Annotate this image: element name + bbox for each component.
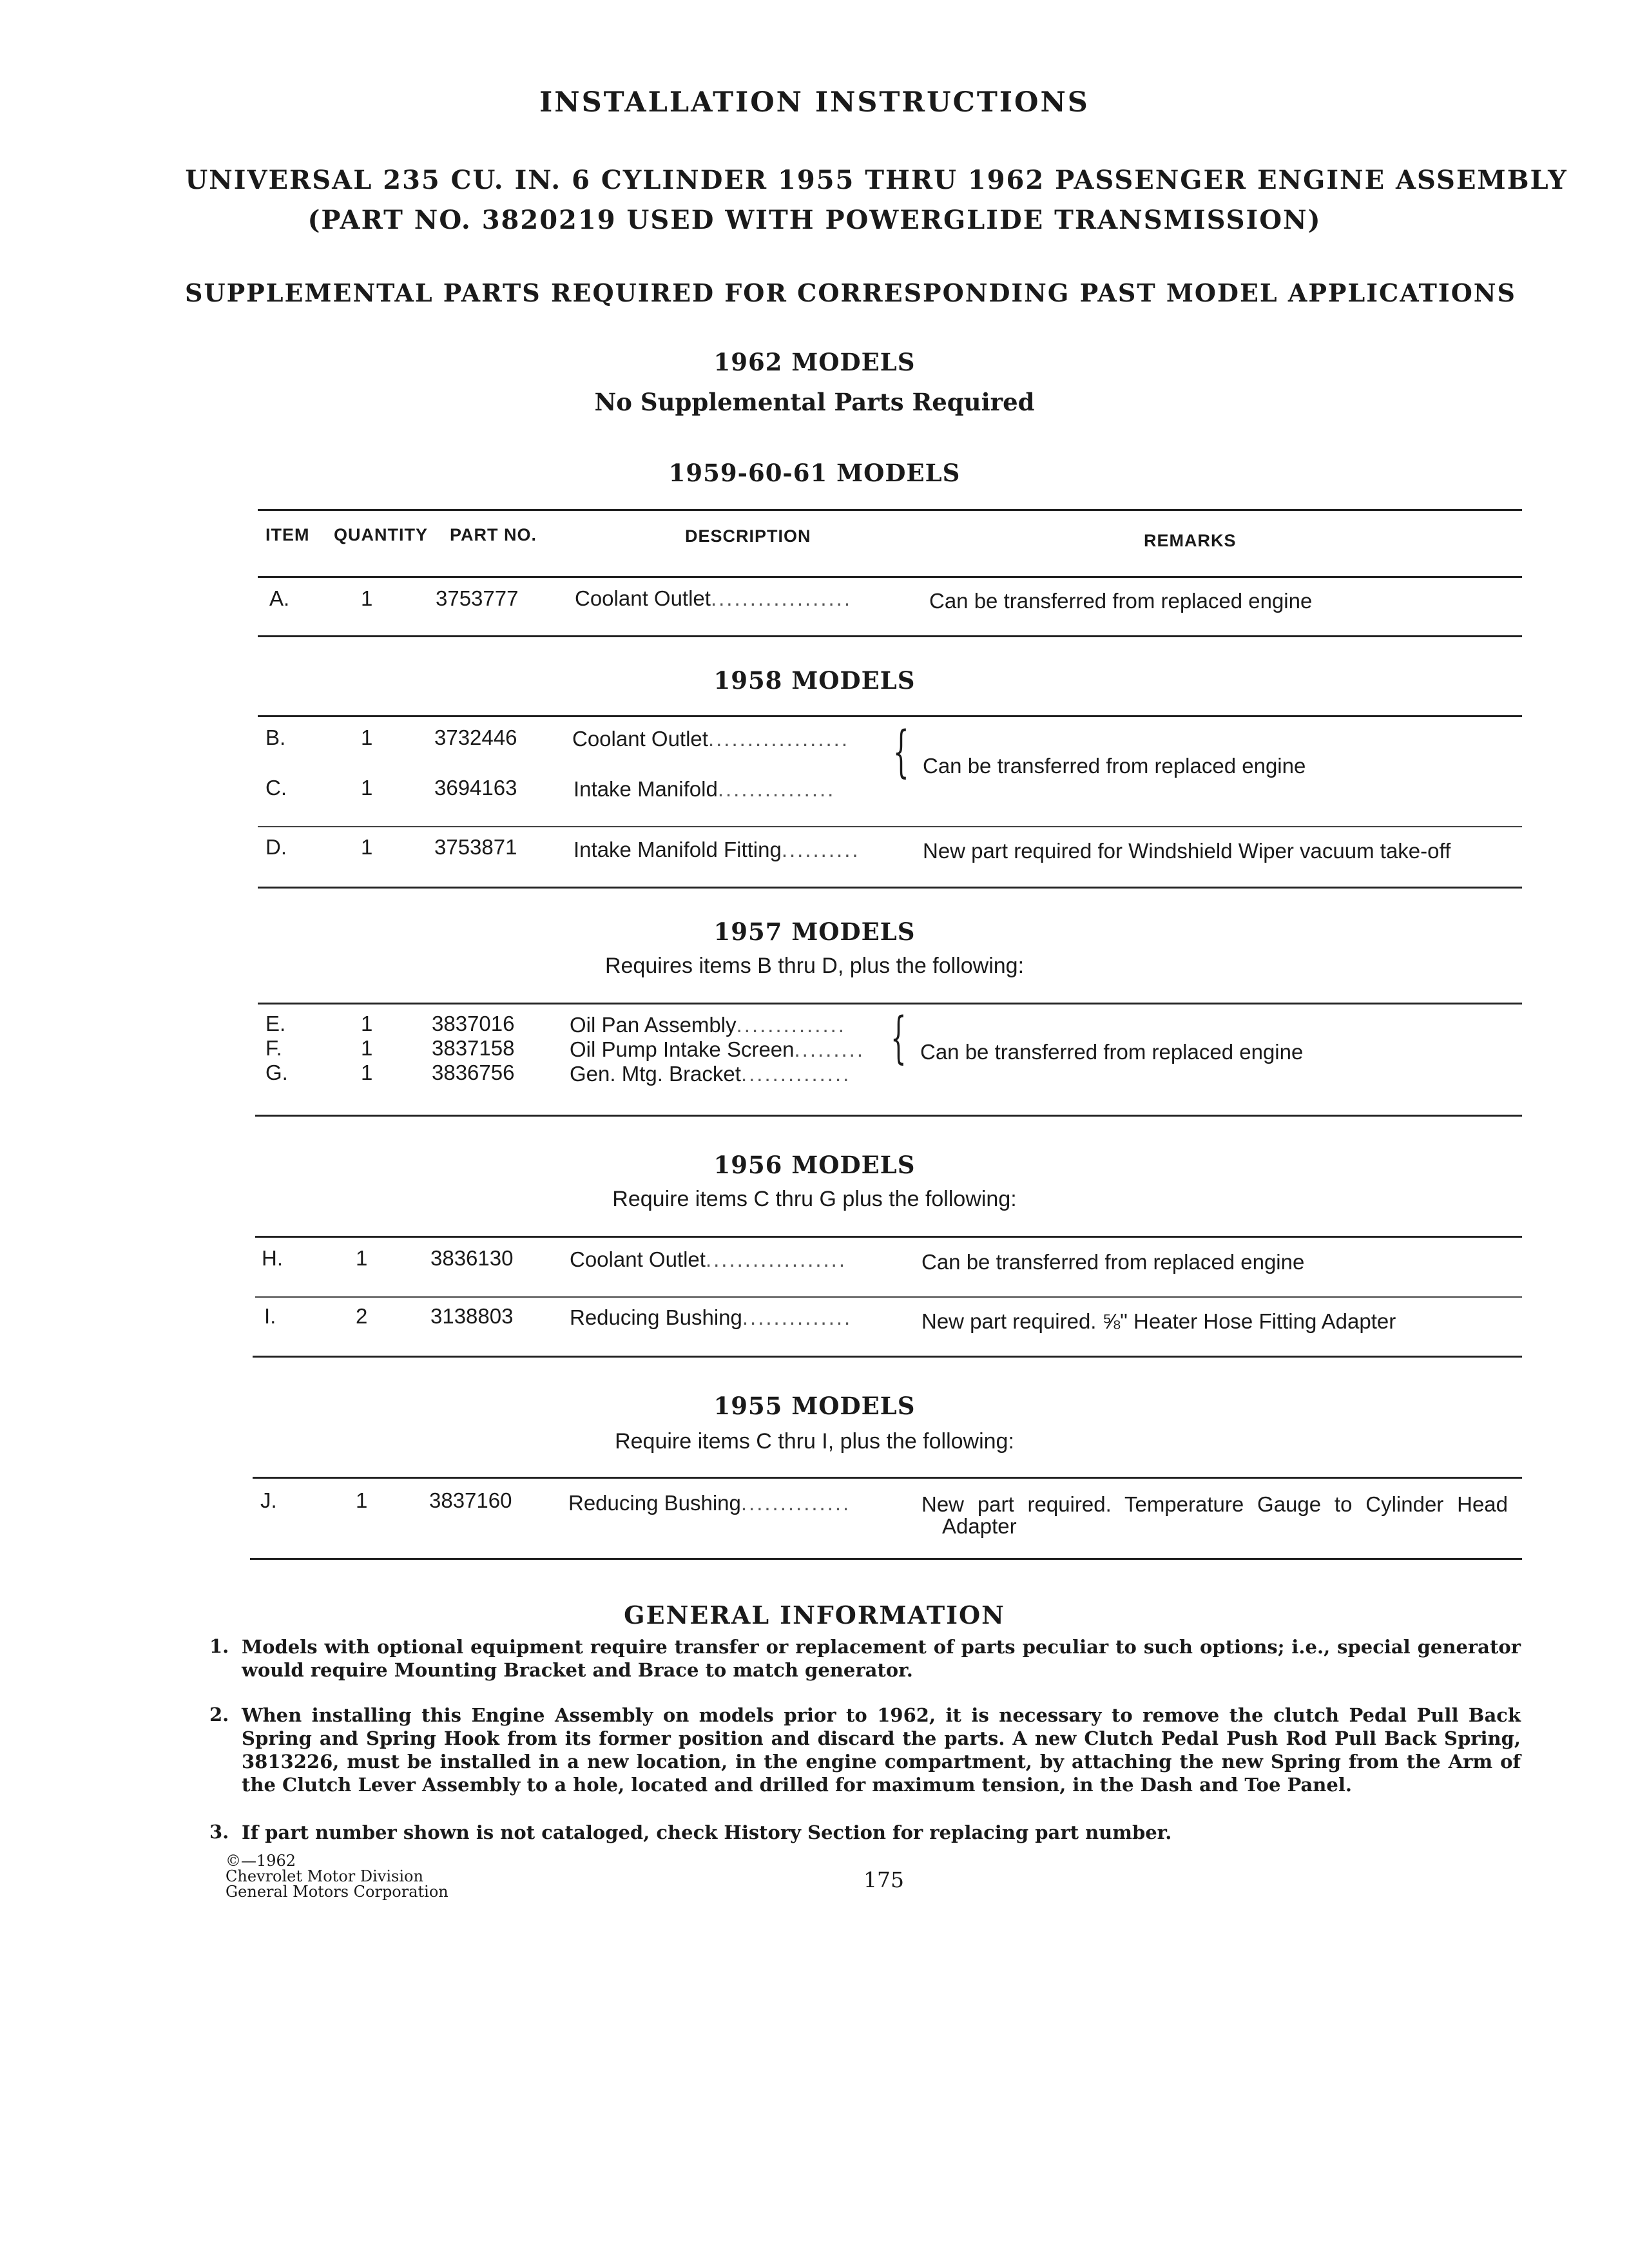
section-note-1962: No Supplemental Parts Required	[594, 388, 1035, 416]
note-text: When installing this Engine Assembly on models prior to 1962, it is necessary to remove the clutch Pedal Pull Back Spring and Spring Hook from its former position and discard the parts. A new Clutch Pedal Push Rod Pull Back Spring, 3813226, must be installed in a new location, in the engine compartment, by attaching the new Spring from the Arm of the Clutch Lever Assembly to a hole, located and drilled for maximum tension, in the Dash and Toe Panel.	[242, 1704, 1521, 1796]
table-rule	[255, 1236, 1522, 1238]
table-rule	[258, 1003, 1522, 1004]
row-bc-remarks: Can be transferred from replaced engine	[923, 754, 1306, 778]
row-f-qty: 1	[361, 1036, 373, 1060]
column-header-remarks: REMARKS	[1144, 531, 1237, 550]
row-f-desc: Oil Pump Intake Screen.........	[570, 1037, 865, 1061]
row-g-qty: 1	[361, 1061, 373, 1084]
note-number: 1.	[209, 1635, 229, 1657]
row-e-desc: Oil Pan Assembly..............	[570, 1013, 846, 1037]
grouping-brace: {	[891, 1006, 907, 1070]
division-line: Chevrolet Motor Division	[226, 1867, 423, 1885]
row-e-part: 3837016	[432, 1012, 515, 1035]
row-a-qty: 1	[361, 586, 373, 610]
page-title: INSTALLATION INSTRUCTIONS	[539, 86, 1090, 119]
row-b-desc: Coolant Outlet..................	[572, 727, 850, 751]
subtitle-line-2: (PART NO. 3820219 USED WITH POWERGLIDE TRANSMISSION)	[307, 205, 1322, 235]
row-a-item: A.	[269, 586, 290, 610]
table-rule	[253, 1477, 1522, 1479]
note-number: 2.	[209, 1704, 229, 1725]
row-e-qty: 1	[361, 1012, 373, 1035]
subtitle-line-1: UNIVERSAL 235 CU. IN. 6 CYLINDER 1955 THRU 1962 PASSENGER ENGINE ASSEMBLY	[185, 165, 1568, 195]
row-f-item: F.	[265, 1036, 282, 1060]
table-rule	[258, 715, 1522, 717]
row-j-item: J.	[260, 1488, 277, 1512]
row-efg-remarks: Can be transferred from replaced engine	[920, 1040, 1304, 1064]
row-h-part: 3836130	[430, 1246, 514, 1270]
row-h-remarks: Can be transferred from replaced engine	[921, 1250, 1305, 1274]
row-a-part: 3753777	[436, 586, 519, 610]
section-note-1955: Require items C thru I, plus the following:	[615, 1429, 1014, 1454]
row-h-item: H.	[262, 1246, 283, 1270]
row-i-qty: 2	[356, 1304, 368, 1328]
row-d-qty: 1	[361, 835, 373, 859]
row-h-desc: Coolant Outlet..................	[570, 1247, 847, 1271]
row-f-part: 3837158	[432, 1036, 515, 1060]
row-b-part: 3732446	[434, 726, 517, 749]
row-a-remarks: Can be transferred from replaced engine	[929, 589, 1313, 613]
note-text: Models with optional equipment require transfer or replacement of parts peculiar to such options; i.e., special generator would require Mounting Bracket and Brace to match generator.	[242, 1636, 1521, 1681]
row-j-desc: Reducing Bushing..............	[568, 1491, 851, 1515]
row-c-part: 3694163	[434, 776, 517, 800]
row-j-part: 3837160	[429, 1488, 512, 1512]
row-c-item: C.	[265, 776, 287, 800]
row-g-part: 3836756	[432, 1061, 515, 1084]
table-rule	[258, 635, 1522, 637]
supplemental-heading: SUPPLEMENTAL PARTS REQUIRED FOR CORRESPONDING PAST MODEL APPLICATIONS	[185, 278, 1516, 307]
row-h-qty: 1	[356, 1246, 368, 1270]
row-i-desc: Reducing Bushing..............	[570, 1305, 853, 1329]
row-a-desc: Coolant Outlet..................	[575, 586, 853, 610]
row-c-desc: Intake Manifold...............	[574, 777, 836, 801]
row-j-remarks-line-2: Adapter	[942, 1514, 1017, 1538]
column-header-description: DESCRIPTION	[685, 526, 811, 546]
row-c-qty: 1	[361, 776, 373, 800]
section-note-1957: Requires items B thru D, plus the following:	[604, 954, 1025, 978]
row-d-remarks: New part required for Windshield Wiper vacuum take-off	[923, 839, 1451, 863]
column-header-quantity: QUANTITY	[334, 525, 428, 544]
column-header-item: ITEM	[265, 525, 310, 544]
table-rule	[258, 576, 1522, 578]
section-heading-1956: 1956 MODELS	[713, 1151, 916, 1179]
row-b-item: B.	[265, 726, 286, 749]
row-j-qty: 1	[356, 1488, 368, 1512]
row-g-item: G.	[265, 1061, 288, 1084]
table-rule	[258, 826, 1522, 827]
row-i-remarks: New part required. ⅝" Heater Hose Fitting Adapter	[921, 1309, 1396, 1333]
row-i-part: 3138803	[430, 1304, 514, 1328]
table-rule	[255, 1115, 1522, 1117]
row-g-desc: Gen. Mtg. Bracket..............	[570, 1062, 851, 1086]
grouping-brace: {	[893, 720, 909, 784]
section-heading-1958: 1958 MODELS	[713, 666, 916, 695]
row-j-remarks-line-1: New part required. Temperature Gauge to Cylinder Head	[921, 1492, 1508, 1516]
table-rule	[258, 509, 1522, 511]
table-rule	[258, 887, 1522, 889]
corporation-line: General Motors Corporation	[226, 1883, 448, 1901]
note-number: 3.	[209, 1821, 229, 1843]
section-note-1956: Require items C thru G plus the following:	[612, 1187, 1017, 1211]
section-heading-1955: 1955 MODELS	[713, 1392, 916, 1420]
row-b-qty: 1	[361, 726, 373, 749]
table-rule	[253, 1356, 1522, 1358]
row-d-part: 3753871	[434, 835, 517, 859]
row-d-desc: Intake Manifold Fitting..........	[574, 838, 860, 861]
row-i-item: I.	[264, 1304, 276, 1328]
table-rule	[250, 1558, 1522, 1560]
column-header-part-no: PART NO.	[450, 525, 537, 544]
section-heading-1957: 1957 MODELS	[713, 918, 916, 946]
section-heading-1962: 1962 MODELS	[713, 348, 916, 376]
table-rule	[255, 1296, 1522, 1298]
note-text: If part number shown is not cataloged, check History Section for replacing part number.	[242, 1821, 1172, 1843]
row-e-item: E.	[265, 1012, 286, 1035]
section-heading-1959: 1959-60-61 MODELS	[668, 459, 961, 487]
general-information-heading: GENERAL INFORMATION	[624, 1600, 1005, 1629]
page-number: 175	[863, 1867, 904, 1892]
copyright-line: ©—1962	[226, 1852, 296, 1870]
row-d-item: D.	[265, 835, 287, 859]
